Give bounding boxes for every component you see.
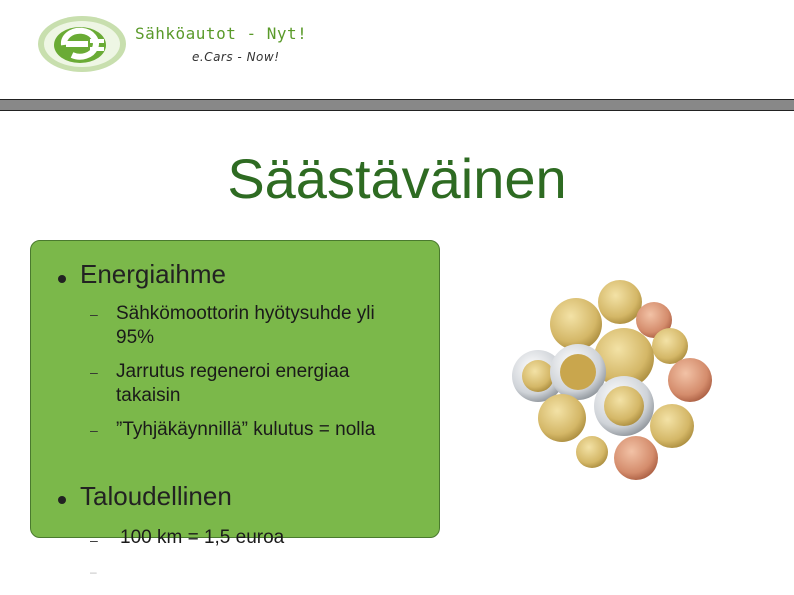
list-item: Jarrutus regeneroi energiaa takaisin (116, 361, 350, 406)
brand-name: Sähköautot - Nyt! (135, 24, 308, 43)
content-text-area (30, 240, 440, 550)
ecars-logo-icon (36, 14, 128, 74)
bullet-icon (58, 275, 66, 283)
euro-coins-image (504, 276, 724, 486)
section-heading-taloudellinen: Taloudellinen (80, 481, 232, 511)
slide-title: Säästäväinen (227, 147, 567, 210)
dash-icon: – (90, 422, 98, 438)
dash-icon: – (90, 532, 98, 548)
dash-icon: – (90, 364, 98, 380)
list-item: 100 km = 1,5 euroa (120, 527, 285, 548)
brand-tagline: e.Cars - Now! (192, 50, 280, 64)
list-item: Sähkömoottorin hyötysuhde yli 95% (116, 303, 375, 348)
list-item: ”Tyhjäkäynnillä” kulutus = nolla (116, 419, 376, 440)
header-divider (0, 99, 794, 111)
section-heading-energiaihme: Energiaihme (80, 259, 226, 289)
bullet-icon (58, 496, 66, 504)
dash-icon: – (90, 565, 97, 579)
dash-icon: – (90, 306, 98, 322)
